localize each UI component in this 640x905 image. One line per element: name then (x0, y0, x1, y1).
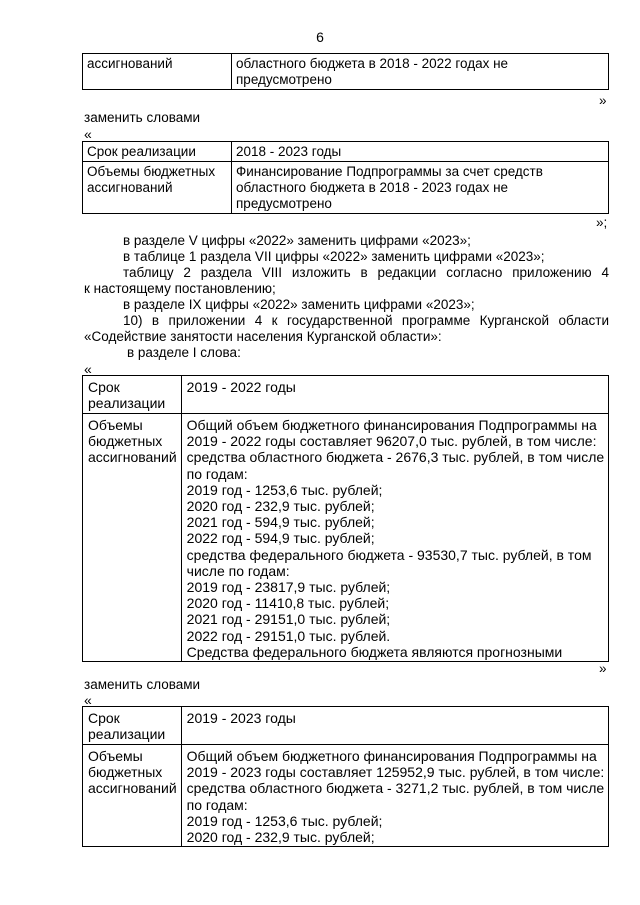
row-value: 2019 - 2022 годы (181, 376, 609, 414)
paragraph: «Содействие занятости населения Курганской области»: (84, 329, 442, 344)
table-new-wording (82, 706, 609, 847)
row-value: 2019 - 2023 годы (181, 707, 609, 745)
table-old-wording (82, 375, 609, 662)
closing-quote: » (599, 93, 607, 108)
opening-quote: « (84, 692, 92, 708)
table-row (83, 54, 609, 90)
row-label: Объемы бюджетных ассигнований (83, 745, 182, 847)
row-label: ассигнований (83, 54, 232, 90)
opening-quote: « (84, 126, 92, 142)
row-value: Общий объем бюджетного финансирования Подпрограммы на 2019 - 2022 годы составляет 96207,0 тыс. рублей, в том числе: средства областного бюджета - 2676,3 тыс. рублей, в том числе по годам: 2019 год - 1253,6 тыс. рублей; 2020 год - 232,9 тыс. рублей; 2021 год - 594,9 тыс. рублей; 2022 год - 594,9 тыс. рублей; средства федерального бюджета - 93530,7 тыс. рублей, в том числе по годам: 2019 год - 23817,9 тыс. рублей; 2020 год - 11410,8 тыс. рублей; 2021 год - 29151,0 тыс. рублей; 2022 год - 29151,0 тыс. рублей. Средства федерального бюджета являются прогнозными (181, 414, 609, 662)
table-row (83, 745, 609, 847)
row-label: Срок реализации (83, 376, 182, 414)
closing-quote: » (599, 661, 607, 676)
table-continuation (82, 53, 609, 90)
closing-quote: »; (596, 215, 608, 230)
row-label: Срок реализации (83, 142, 232, 162)
table-row (83, 414, 609, 662)
opening-quote: « (84, 361, 92, 377)
paragraph: в разделе IX цифры «2022» заменить цифрами «2023»; (123, 297, 475, 312)
replace-heading: заменить словами (84, 110, 201, 125)
row-label: Объемы бюджетных ассигнований (83, 414, 182, 662)
paragraph: в разделе I слова: (127, 345, 241, 360)
row-label: Срок реализации (83, 707, 182, 745)
page-number: 6 (316, 29, 324, 45)
table-replacement-1 (82, 141, 609, 214)
row-value: областного бюджета в 2018 - 2022 годах не предусмотрено (232, 54, 609, 90)
table-row (83, 376, 609, 414)
row-value: Финансирование Подпрограммы за счет средств областного бюджета в 2018 - 2023 годах не предусмотрено (232, 162, 609, 214)
paragraph: к настоящему постановлению; (84, 281, 276, 296)
table-row (83, 707, 609, 745)
table-row (83, 162, 609, 214)
paragraph: в таблице 1 раздела VII цифры «2022» заменить цифрами «2023»; (123, 249, 545, 264)
row-value: Общий объем бюджетного финансирования Подпрограммы на 2019 - 2023 годы составляет 125952,9 тыс. рублей, в том числе: средства областного бюджета - 3271,2 тыс. рублей, в том числе по годам: 2019 год - 1253,6 тыс. рублей; 2020 год - 232,9 тыс. рублей; (181, 745, 609, 847)
paragraph: 10) в приложении 4 к государственной программе Курганской области (123, 313, 609, 328)
paragraph: таблицу 2 раздела VIII изложить в редакции согласно приложению 4 (123, 265, 609, 280)
row-label: Объемы бюджетных ассигнований (83, 162, 232, 214)
row-value: 2018 - 2023 годы (232, 142, 609, 162)
replace-heading: заменить словами (84, 677, 201, 692)
table-row (83, 142, 609, 162)
paragraph: в разделе V цифры «2022» заменить цифрами «2023»; (123, 233, 471, 248)
